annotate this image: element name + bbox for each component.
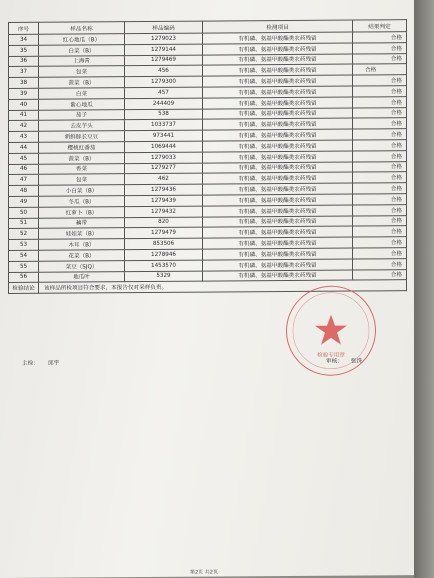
- cell-name: 去皮芋头: [39, 120, 125, 131]
- cell-result: 合格: [353, 118, 407, 129]
- cell-name: 香菜: [39, 163, 125, 174]
- cell-no: 44: [9, 142, 39, 153]
- cell-name: 藕带: [39, 217, 125, 228]
- cell-item: 有机磷、氨基甲酸酯类农药残留: [203, 162, 353, 174]
- cell-item: 有机磷、氨基甲酸酯类农药残留: [203, 216, 353, 228]
- cell-result: 合格: [353, 129, 407, 140]
- cell-item: 有机磷、氨基甲酸酯类农药残留: [203, 270, 353, 282]
- cell-name: 菠菜（B）: [39, 77, 125, 88]
- cell-result: 合格: [353, 215, 407, 226]
- cell-name: 红心地瓜（B）: [39, 34, 125, 45]
- cell-item: 有机磷、氨基甲酸酯类农药残留: [203, 54, 353, 66]
- cell-result: 合格: [353, 226, 407, 237]
- cell-name: 菜豆（SJQ）: [39, 260, 125, 271]
- cell-no: 38: [9, 77, 39, 88]
- cell-code: 1033737: [125, 119, 203, 130]
- cell-result: 合格: [353, 172, 407, 183]
- cell-item: 有机磷、氨基甲酸酯类农药残留: [203, 205, 353, 217]
- cell-result: 合格: [353, 64, 407, 75]
- cell-item: 有机磷、氨基甲酸酯类农药残留: [203, 248, 353, 260]
- page-footer: 第2页 共2页: [190, 569, 218, 576]
- cell-code: 853506: [125, 238, 203, 249]
- cell-no: 43: [9, 131, 39, 142]
- cell-no: 47: [9, 175, 39, 186]
- cell-code: 973441: [125, 130, 203, 141]
- cell-result: 合格: [353, 204, 407, 215]
- conclusion-label: 检验结论: [9, 283, 39, 294]
- cell-code: 456: [125, 65, 203, 76]
- cell-item: 有机磷、氨基甲酸酯类农药残留: [203, 259, 353, 271]
- cell-code: 457: [125, 87, 203, 98]
- cell-result: 合格: [353, 183, 407, 194]
- cell-no: 49: [9, 196, 39, 207]
- cell-code: 1279439: [125, 195, 203, 206]
- cell-no: 50: [9, 207, 39, 218]
- cell-item: 有机磷、氨基甲酸酯类农药残留: [203, 129, 353, 141]
- cell-result: 合格: [353, 86, 407, 97]
- cell-no: 36: [9, 56, 39, 67]
- cell-result: 合格: [353, 96, 407, 107]
- edge-shadow: [414, 0, 434, 578]
- cell-result: 合格: [353, 42, 407, 53]
- cell-result: 合格: [353, 248, 407, 259]
- cell-no: 45: [9, 153, 39, 164]
- inspector-name: 邱宇: [48, 360, 60, 367]
- cell-no: 40: [9, 99, 39, 110]
- cell-item: 有机磷、氨基甲酸酯类农药残留: [203, 32, 353, 44]
- cell-code: 5329: [125, 271, 203, 282]
- cell-code: 1453570: [125, 260, 203, 271]
- cell-name: 茄子: [39, 109, 125, 120]
- cell-item: 有机磷、氨基甲酸酯类农药残留: [203, 237, 353, 249]
- cell-no: 35: [9, 45, 39, 56]
- cell-no: 56: [9, 272, 39, 283]
- cell-result: 合格: [353, 150, 407, 161]
- cell-item: 有机磷、氨基甲酸酯类农药残留: [203, 75, 353, 87]
- inspector-label: 主检：: [22, 360, 39, 367]
- cell-name: 小白菜（B）: [39, 185, 125, 196]
- cell-no: 39: [9, 88, 39, 99]
- cell-code: 1279277: [125, 163, 203, 174]
- conclusion-text: 该样品所检项目符合要求，本报告仅对采样负责。: [39, 280, 407, 293]
- cell-name: 白菜（B）: [39, 44, 125, 55]
- cell-item: 有机磷、氨基甲酸酯类农药残留: [203, 194, 353, 206]
- cell-code: 1279300: [125, 76, 203, 87]
- cell-code: 1069444: [125, 141, 203, 152]
- header-no: 序号: [9, 22, 39, 34]
- header-code: 样品编码: [125, 21, 203, 34]
- cell-item: 有机磷、氨基甲酸酯类农药残留: [203, 108, 353, 120]
- cell-code: 1279023: [125, 33, 203, 44]
- cell-no: 51: [9, 218, 39, 229]
- cell-name: 红萝卜（B）: [39, 206, 125, 217]
- cell-code: 1279432: [125, 206, 203, 217]
- cell-no: 48: [9, 185, 39, 196]
- cell-item: 有机磷、氨基甲酸酯类农药残留: [203, 64, 353, 76]
- cell-item: 有机磷、氨基甲酸酯类农药残留: [203, 43, 353, 55]
- cell-name: 花菜（B）: [39, 250, 125, 261]
- cell-item: 有机磷、氨基甲酸酯类农药残留: [203, 172, 353, 184]
- cell-result: 合格: [353, 237, 407, 248]
- results-table: [8, 19, 407, 294]
- cell-item: 有机磷、氨基甲酸酯类农药残留: [203, 183, 353, 195]
- cell-result: 合格: [353, 269, 407, 280]
- cell-no: 53: [9, 239, 39, 250]
- cell-name: 菠菜（B）: [39, 152, 125, 163]
- reviewer-name: 张洗: [351, 358, 363, 365]
- cell-no: 42: [9, 121, 39, 132]
- cell-name: 樱桃红番茄: [39, 142, 125, 153]
- cell-no: 46: [9, 164, 39, 175]
- cell-result: 合格: [353, 140, 407, 151]
- cell-result: 合格: [353, 107, 407, 118]
- cell-result: 合格: [353, 161, 407, 172]
- cell-name: 紫心地瓜: [39, 98, 125, 109]
- cell-code: 1279144: [125, 44, 203, 55]
- header-item: 检测项目: [203, 20, 353, 33]
- cell-code: 1279469: [125, 55, 203, 66]
- cell-item: 有机磷、氨基甲酸酯类农药残留: [203, 151, 353, 163]
- cell-item: 有机磷、氨基甲酸酯类农药残留: [203, 140, 353, 152]
- cell-code: 1279033: [125, 152, 203, 163]
- cell-item: 有机磷、氨基甲酸酯类农药残留: [203, 97, 353, 109]
- cell-result: 合格: [353, 194, 407, 205]
- header-result: 结果判定: [353, 20, 407, 32]
- cell-code: 1278946: [125, 249, 203, 260]
- cell-no: 37: [9, 67, 39, 78]
- cell-name: 地瓜叶: [39, 271, 125, 282]
- cell-name: 木耳（B）: [39, 239, 125, 250]
- cell-name: 上海青: [39, 55, 125, 66]
- cell-item: 有机磷、氨基甲酸酯类农药残留: [203, 86, 353, 98]
- reviewer-label: 审核：: [326, 358, 343, 365]
- cell-no: 52: [9, 229, 39, 240]
- cell-no: 54: [9, 250, 39, 261]
- official-stamp: [286, 285, 376, 376]
- cell-code: 1279479: [125, 227, 203, 238]
- cell-name: 白菜: [39, 88, 125, 99]
- cell-result: 合格: [353, 32, 407, 43]
- cell-name: 娃娃菜（B）: [39, 228, 125, 239]
- cell-no: 55: [9, 261, 39, 272]
- cell-result: 合格: [353, 53, 407, 64]
- header-name: 样品名称: [39, 22, 125, 35]
- cell-name: 包菜: [39, 174, 125, 185]
- cell-name: 新鲜豚长豆豆: [39, 131, 125, 142]
- stamp-text: 检验专用章: [317, 352, 345, 359]
- cell-name: 冬瓜（B）: [39, 196, 125, 207]
- cell-no: 41: [9, 110, 39, 121]
- cell-name: 包菜: [39, 66, 125, 77]
- cell-result: 合格: [353, 258, 407, 269]
- cell-code: 462: [125, 173, 203, 184]
- cell-item: 有机磷、氨基甲酸酯类农药残留: [203, 118, 353, 130]
- cell-item: 有机磷、氨基甲酸酯类农药残留: [203, 226, 353, 238]
- cell-code: 244409: [125, 98, 203, 109]
- cell-no: 34: [9, 34, 39, 45]
- cell-code: 1279436: [125, 184, 203, 195]
- cell-code: 820: [125, 217, 203, 228]
- stamp-star-icon: [287, 286, 375, 375]
- cell-code: 538: [125, 109, 203, 120]
- cell-result: 合格: [353, 75, 407, 86]
